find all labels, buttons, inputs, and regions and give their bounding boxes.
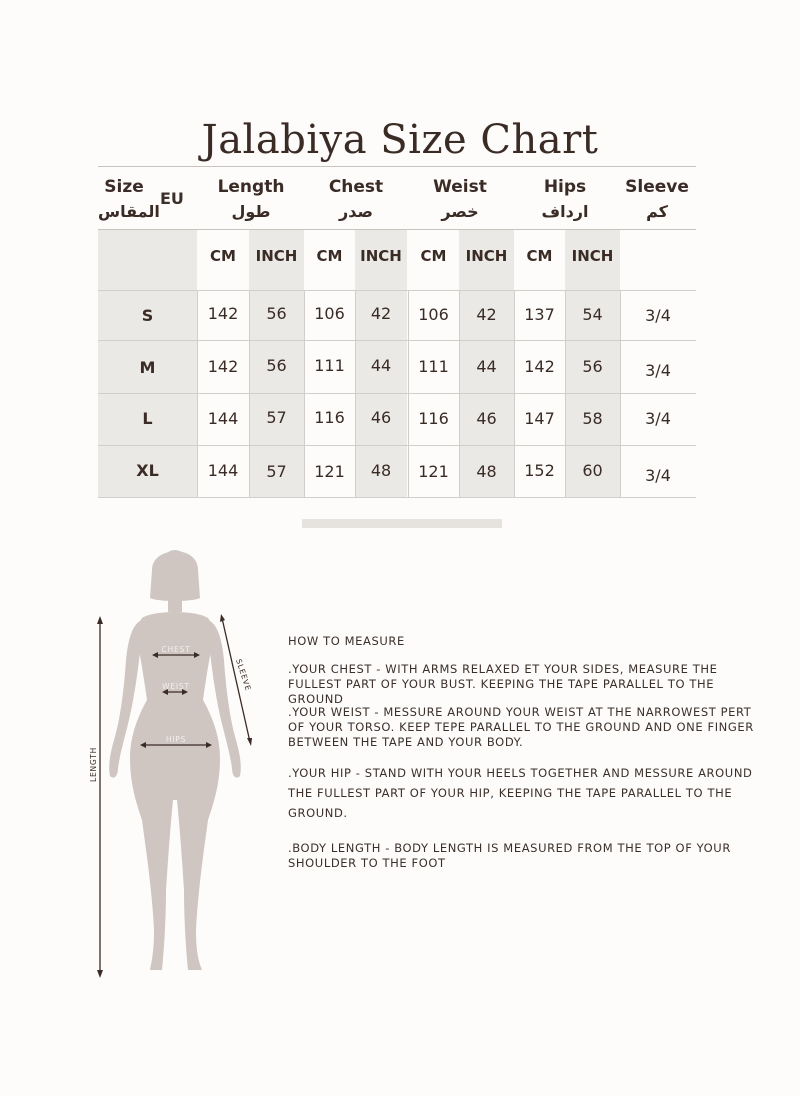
length-inch-value: 57 [266, 408, 287, 427]
hips-header [512, 167, 618, 223]
weist-cm-unit: CM [420, 247, 447, 265]
hips-cm-value: 137 [524, 305, 555, 324]
weist-instruction: .YOUR WEIST - MESSURE AROUND YOUR WEIST AT THE NARROWEST PERT OF YOUR TORSO. KEEP TEPE PARALLEL TO THE GROUND AND ONE FINGER BETWEEN THE TAPE AND YOUR BODY. [288, 705, 754, 749]
chest-instruction: .YOUR CHEST - WITH ARMS RELAXED ET YOUR SIDES, MEASURE THE FULLEST PART OF YOUR BUST. KEEPING THE TAPE PARALLEL TO THE GROUND [288, 662, 718, 706]
weist-inch-value: 42 [476, 305, 497, 324]
length-instruction: .BODY LENGTH - BODY LENGTH IS MEASURED FROM THE TOP OF YOUR SHOULDER TO THE FOOT [288, 841, 731, 870]
hips-inch-value: 58 [582, 409, 603, 428]
chest-inch-unit: INCH [360, 247, 402, 265]
sleeve-value: 3/4 [645, 466, 671, 485]
chest-header-ar: صدر [339, 202, 373, 221]
length-cm-value: 144 [207, 461, 239, 480]
length-header-ar: طول [231, 202, 271, 221]
chest-header-en: Chest [328, 177, 384, 197]
chest-cm-value: 116 [314, 408, 345, 427]
hips-cm-value: 147 [524, 409, 555, 428]
hips-cm-unit: CM [526, 247, 553, 265]
size-label: XL [136, 461, 159, 480]
length-header [198, 167, 304, 223]
length-inch-value: 56 [266, 356, 287, 375]
weist-cm-value: 121 [418, 462, 449, 481]
weist-inch-value: 44 [476, 357, 497, 376]
size-header [98, 167, 160, 223]
hips-inch-value: 56 [582, 357, 603, 376]
chest-inch-value: 42 [370, 304, 392, 323]
size-table [98, 230, 696, 498]
chest-cm-unit: CM [316, 247, 343, 265]
weist-figure-label: WEIST [162, 682, 190, 691]
weist-cm-value: 106 [418, 305, 449, 324]
weist-inch-value: 46 [476, 409, 497, 428]
weist-header [408, 167, 512, 223]
weist-header-ar: خصر [441, 202, 479, 221]
chest-cm-value: 106 [314, 304, 345, 323]
hips-cm-value: 142 [524, 357, 555, 376]
size-label: L [142, 409, 153, 428]
length-cm-value: 144 [207, 409, 239, 428]
body-measurement-figure [80, 540, 280, 980]
row-divider [98, 290, 696, 291]
hips-header-ar: ارداف [541, 202, 589, 221]
hips-header-en: Hips [543, 177, 587, 197]
sleeve-value: 3/4 [645, 361, 671, 380]
hips-inch-value: 60 [582, 461, 603, 480]
row-divider [98, 497, 696, 498]
sleeve-figure-label: SLEEVE [234, 657, 253, 693]
hips-cm-value: 152 [524, 461, 555, 480]
size-label: M [139, 358, 156, 377]
length-header-en: Length [217, 177, 285, 197]
hip-instruction: .YOUR HIP - STAND WITH YOUR HEELS TOGETHER AND MESSURE AROUND THE FULLEST PART OF YOUR HIP, KEEPING THE TAPE PARALLEL TO THE GROUND. [288, 766, 753, 820]
table-header [98, 167, 696, 229]
eu-label: EU [160, 189, 184, 208]
weist-cm-value: 111 [418, 357, 449, 376]
row-divider [98, 445, 696, 446]
hips-inch-unit: INCH [571, 247, 614, 265]
weist-cm-value: 116 [418, 409, 449, 428]
sleeve-header [618, 167, 696, 223]
body-silhouette-icon [80, 540, 280, 980]
sleeve-value: 3/4 [645, 306, 671, 325]
weist-header-en: Weist [433, 177, 487, 197]
chest-header [304, 167, 408, 223]
chest-inch-value: 46 [370, 408, 392, 427]
row-divider [98, 340, 696, 341]
chest-inch-value: 44 [370, 356, 392, 375]
size-header-ar: المقاس [98, 202, 160, 221]
weist-inch-unit: INCH [465, 247, 508, 265]
length-inch-value: 56 [266, 304, 287, 323]
section-separator [302, 519, 502, 528]
length-cm-value: 142 [207, 357, 239, 376]
size-header-en: Size [104, 177, 144, 197]
hips-inch-value: 54 [582, 305, 603, 324]
weist-inch-value: 48 [476, 462, 497, 481]
length-cm-unit: CM [210, 247, 236, 265]
length-figure-label: LENGTH [89, 746, 98, 782]
sleeve-header-ar: كم [646, 202, 668, 221]
length-inch-unit: INCH [255, 247, 298, 265]
chest-inch-value: 48 [370, 461, 392, 480]
length-cm-value: 142 [207, 304, 239, 323]
instructions-heading: HOW TO MEASURE [288, 634, 405, 648]
sleeve-header-en: Sleeve [625, 177, 689, 197]
chest-cm-value: 121 [314, 462, 345, 481]
size-label: S [141, 306, 154, 325]
page-title: Jalabiya Size Chart [201, 117, 599, 163]
length-inch-value: 57 [266, 462, 287, 481]
row-divider [98, 393, 696, 394]
chest-figure-label: CHEST [161, 645, 191, 654]
hips-figure-label: HIPS [165, 735, 187, 744]
chest-cm-value: 111 [314, 356, 345, 375]
sleeve-value: 3/4 [645, 409, 671, 428]
